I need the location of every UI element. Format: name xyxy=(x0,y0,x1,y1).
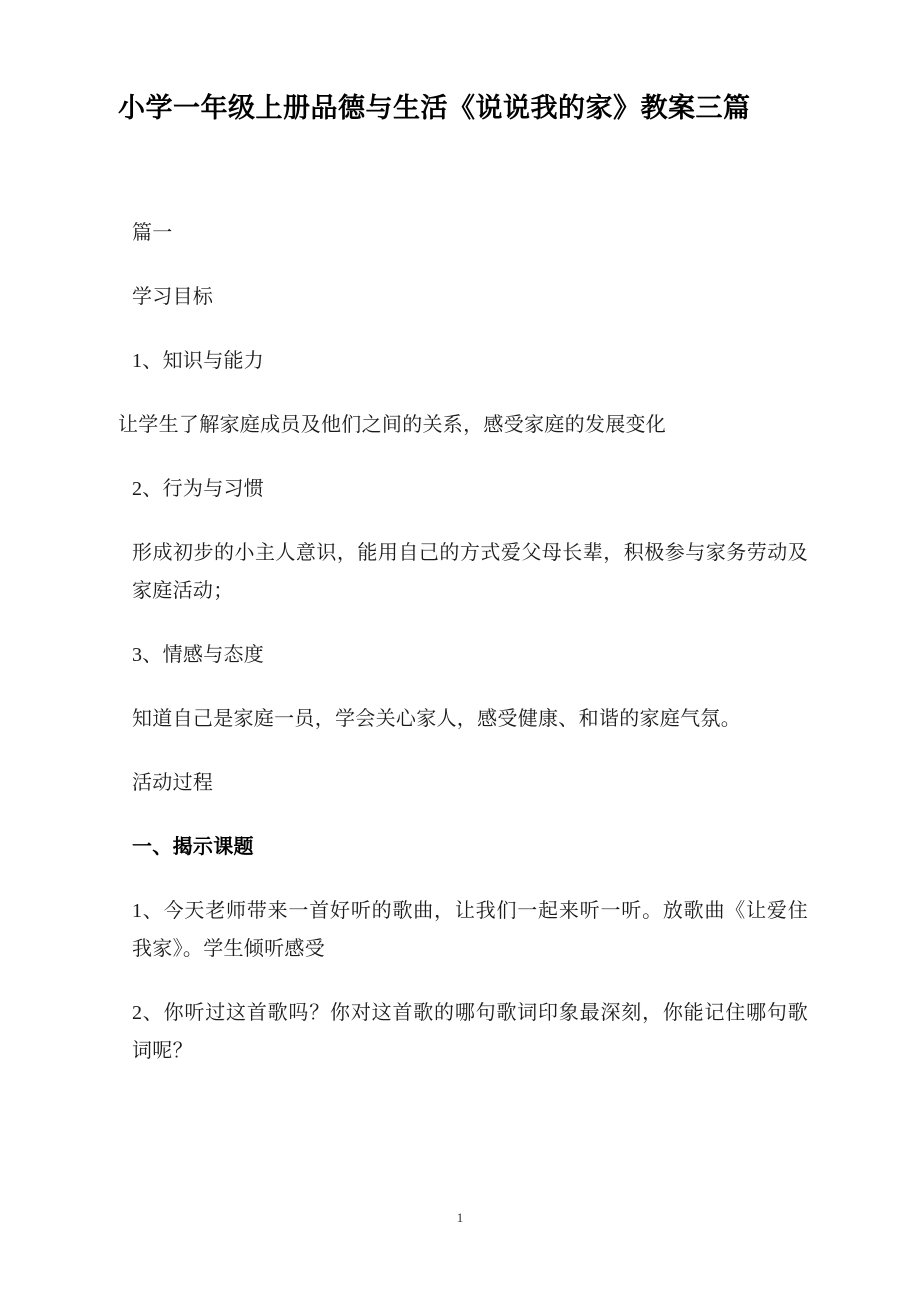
paragraph-goal-1-body: 让学生了解家庭成员及他们之间的关系，感受家庭的发展变化 xyxy=(118,414,667,436)
paragraph-activity-process-heading: 活动过程 xyxy=(132,772,214,794)
page-number: 1 xyxy=(456,1210,464,1225)
title-spacer xyxy=(118,130,808,188)
page-title: 小学一年级上册品德与生活《说说我的家》教案三篇 xyxy=(118,93,751,123)
paragraph-step-2: 2、你听过这首歌吗？你对这首歌的哪句歌词印象最深刻，你能记住哪句歌词呢？ xyxy=(132,1002,808,1062)
paragraph-step-1: 1、今天老师带来一首好听的歌曲，让我们一起来听一听。放歌曲《让爱住我家》。学生倾听感受 xyxy=(132,900,808,960)
paragraph-goal-2-body: 形成初步的小主人意识，能用自己的方式爱父母长辈，积极参与家务劳动及家庭活动； xyxy=(132,542,808,602)
paragraph-goal-3-heading: 3、情感与态度 xyxy=(132,644,265,666)
paragraph-section-one-heading: 一、揭示课题 xyxy=(132,836,254,858)
paragraph-goal-1-heading: 1、知识与能力 xyxy=(132,350,265,372)
paragraph-goal-3-body: 知道自己是家庭一员，学会关心家人，感受健康、和谐的家庭气氛。 xyxy=(132,708,741,730)
paragraph-learning-goals-heading: 学习目标 xyxy=(132,286,214,308)
paragraph-section-label: 篇一 xyxy=(132,222,173,244)
paragraph-goal-2-heading: 2、行为与习惯 xyxy=(132,478,265,500)
document-body xyxy=(118,86,808,1070)
